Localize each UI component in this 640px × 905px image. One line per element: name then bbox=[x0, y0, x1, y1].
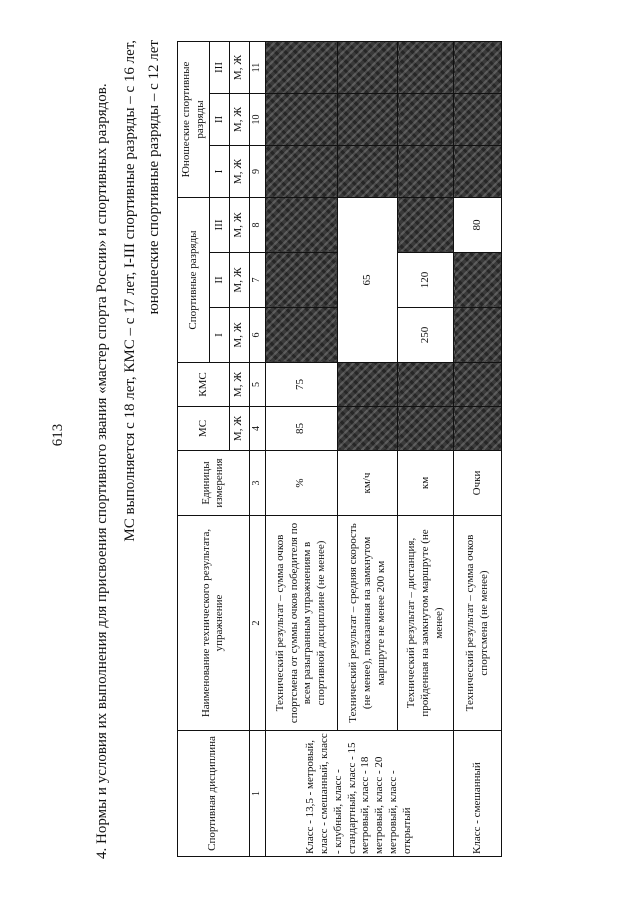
header-gender: М, Ж bbox=[229, 407, 249, 451]
column-number: 6 bbox=[249, 308, 265, 363]
shaded-cell bbox=[265, 94, 338, 146]
unit-cell: Очки bbox=[454, 451, 502, 516]
shaded-cell bbox=[398, 42, 454, 94]
column-number: 5 bbox=[249, 363, 265, 407]
value-rank-iii: 80 bbox=[454, 198, 502, 253]
age-conditions-line-1: МС выполняется с 18 лет, КМС – с 17 лет, I-III спортивные разряды – с 16 лет, bbox=[122, 40, 138, 542]
header-gender: М, Ж bbox=[229, 308, 249, 363]
header-result: Наименование технического результата, упражнение bbox=[178, 516, 250, 731]
header-gender: М, Ж bbox=[229, 363, 249, 407]
header-youth-rank-ii: II bbox=[210, 94, 230, 146]
header-sport-rank-iii: III bbox=[210, 198, 230, 253]
header-sport-rank-ii: II bbox=[210, 253, 230, 308]
header-youth-ranks: Юношеские спортивные разряды bbox=[178, 42, 210, 198]
shaded-cell bbox=[338, 94, 398, 146]
shaded-cell bbox=[338, 407, 398, 451]
header-sport-ranks: Спортивные разряды bbox=[178, 198, 210, 363]
value-rank-i: 65 bbox=[338, 198, 398, 363]
header-gender: М, Ж bbox=[229, 42, 249, 94]
column-number: 11 bbox=[249, 42, 265, 94]
shaded-cell bbox=[265, 42, 338, 94]
header-discipline: Спортивная дисциплина bbox=[178, 731, 250, 857]
shaded-cell bbox=[398, 363, 454, 407]
value-rank-i: 250 bbox=[398, 308, 454, 363]
shaded-cell bbox=[398, 94, 454, 146]
page-number: 613 bbox=[50, 423, 66, 447]
result-cell: Технический результат – сумма очков спортсмена (не менее) bbox=[454, 516, 502, 731]
age-conditions-line-2: юношеские спортивные разряды – с 12 лет bbox=[146, 40, 162, 315]
shaded-cell bbox=[454, 253, 502, 308]
shaded-cell bbox=[454, 407, 502, 451]
header-gender: М, Ж bbox=[229, 94, 249, 146]
shaded-cell bbox=[454, 363, 502, 407]
result-cell: Технический результат – сумма очков спортсмена от суммы очков победителя по всем разыгранным упражнениям в спортивной дисциплине (не менее) bbox=[265, 516, 338, 731]
value-kms: 75 bbox=[265, 363, 338, 407]
header-ms: МС bbox=[178, 407, 230, 451]
section-heading: 4. Нормы и условия их выполнения для присвоения спортивного звания «мастер спорта России» и спортивных разрядов. bbox=[94, 83, 110, 859]
value-ms: 85 bbox=[265, 407, 338, 451]
header-units: Единицы измерения bbox=[178, 451, 250, 516]
column-number: 10 bbox=[249, 94, 265, 146]
unit-cell: км bbox=[398, 451, 454, 516]
shaded-cell bbox=[338, 363, 398, 407]
shaded-cell bbox=[265, 146, 338, 198]
shaded-cell bbox=[265, 198, 338, 253]
header-kms: КМС bbox=[178, 363, 230, 407]
column-number: 8 bbox=[249, 198, 265, 253]
shaded-cell bbox=[338, 146, 398, 198]
shaded-cell bbox=[398, 407, 454, 451]
discipline-cell: Класс - смешанный bbox=[454, 731, 502, 857]
header-youth-rank-i: I bbox=[210, 146, 230, 198]
result-cell: Технический результат – средняя скорость (не менее), показанная на замкнутом маршруте не менее 200 км bbox=[338, 516, 398, 731]
result-cell: Технический результат – дистанция, пройденная на замкнутом маршруте (не менее) bbox=[398, 516, 454, 731]
header-gender: М, Ж bbox=[229, 253, 249, 308]
header-sport-rank-i: I bbox=[210, 308, 230, 363]
unit-cell: км/ч bbox=[338, 451, 398, 516]
shaded-cell bbox=[265, 308, 338, 363]
shaded-cell bbox=[398, 198, 454, 253]
shaded-cell bbox=[338, 42, 398, 94]
shaded-cell bbox=[454, 146, 502, 198]
shaded-cell bbox=[265, 253, 338, 308]
column-number: 7 bbox=[249, 253, 265, 308]
value-rank-ii: 120 bbox=[398, 253, 454, 308]
header-youth-rank-iii: III bbox=[210, 42, 230, 94]
unit-cell: % bbox=[265, 451, 338, 516]
column-number: 3 bbox=[249, 451, 265, 516]
column-number: 2 bbox=[249, 516, 265, 731]
column-number: 1 bbox=[249, 731, 265, 857]
header-gender: М, Ж bbox=[229, 146, 249, 198]
discipline-cell: Класс - 13,5 - метровый, класс - смешанный, класс - клубный, класс - стандартный, класс - 15 метровый, класс - 18 метровый, класс - 20 метровый, класс - открытый bbox=[265, 731, 454, 857]
header-gender: М, Ж bbox=[229, 198, 249, 253]
shaded-cell bbox=[454, 94, 502, 146]
shaded-cell bbox=[398, 146, 454, 198]
column-number: 9 bbox=[249, 146, 265, 198]
shaded-cell bbox=[454, 308, 502, 363]
shaded-cell bbox=[454, 42, 502, 94]
norms-table bbox=[177, 41, 502, 857]
column-number: 4 bbox=[249, 407, 265, 451]
